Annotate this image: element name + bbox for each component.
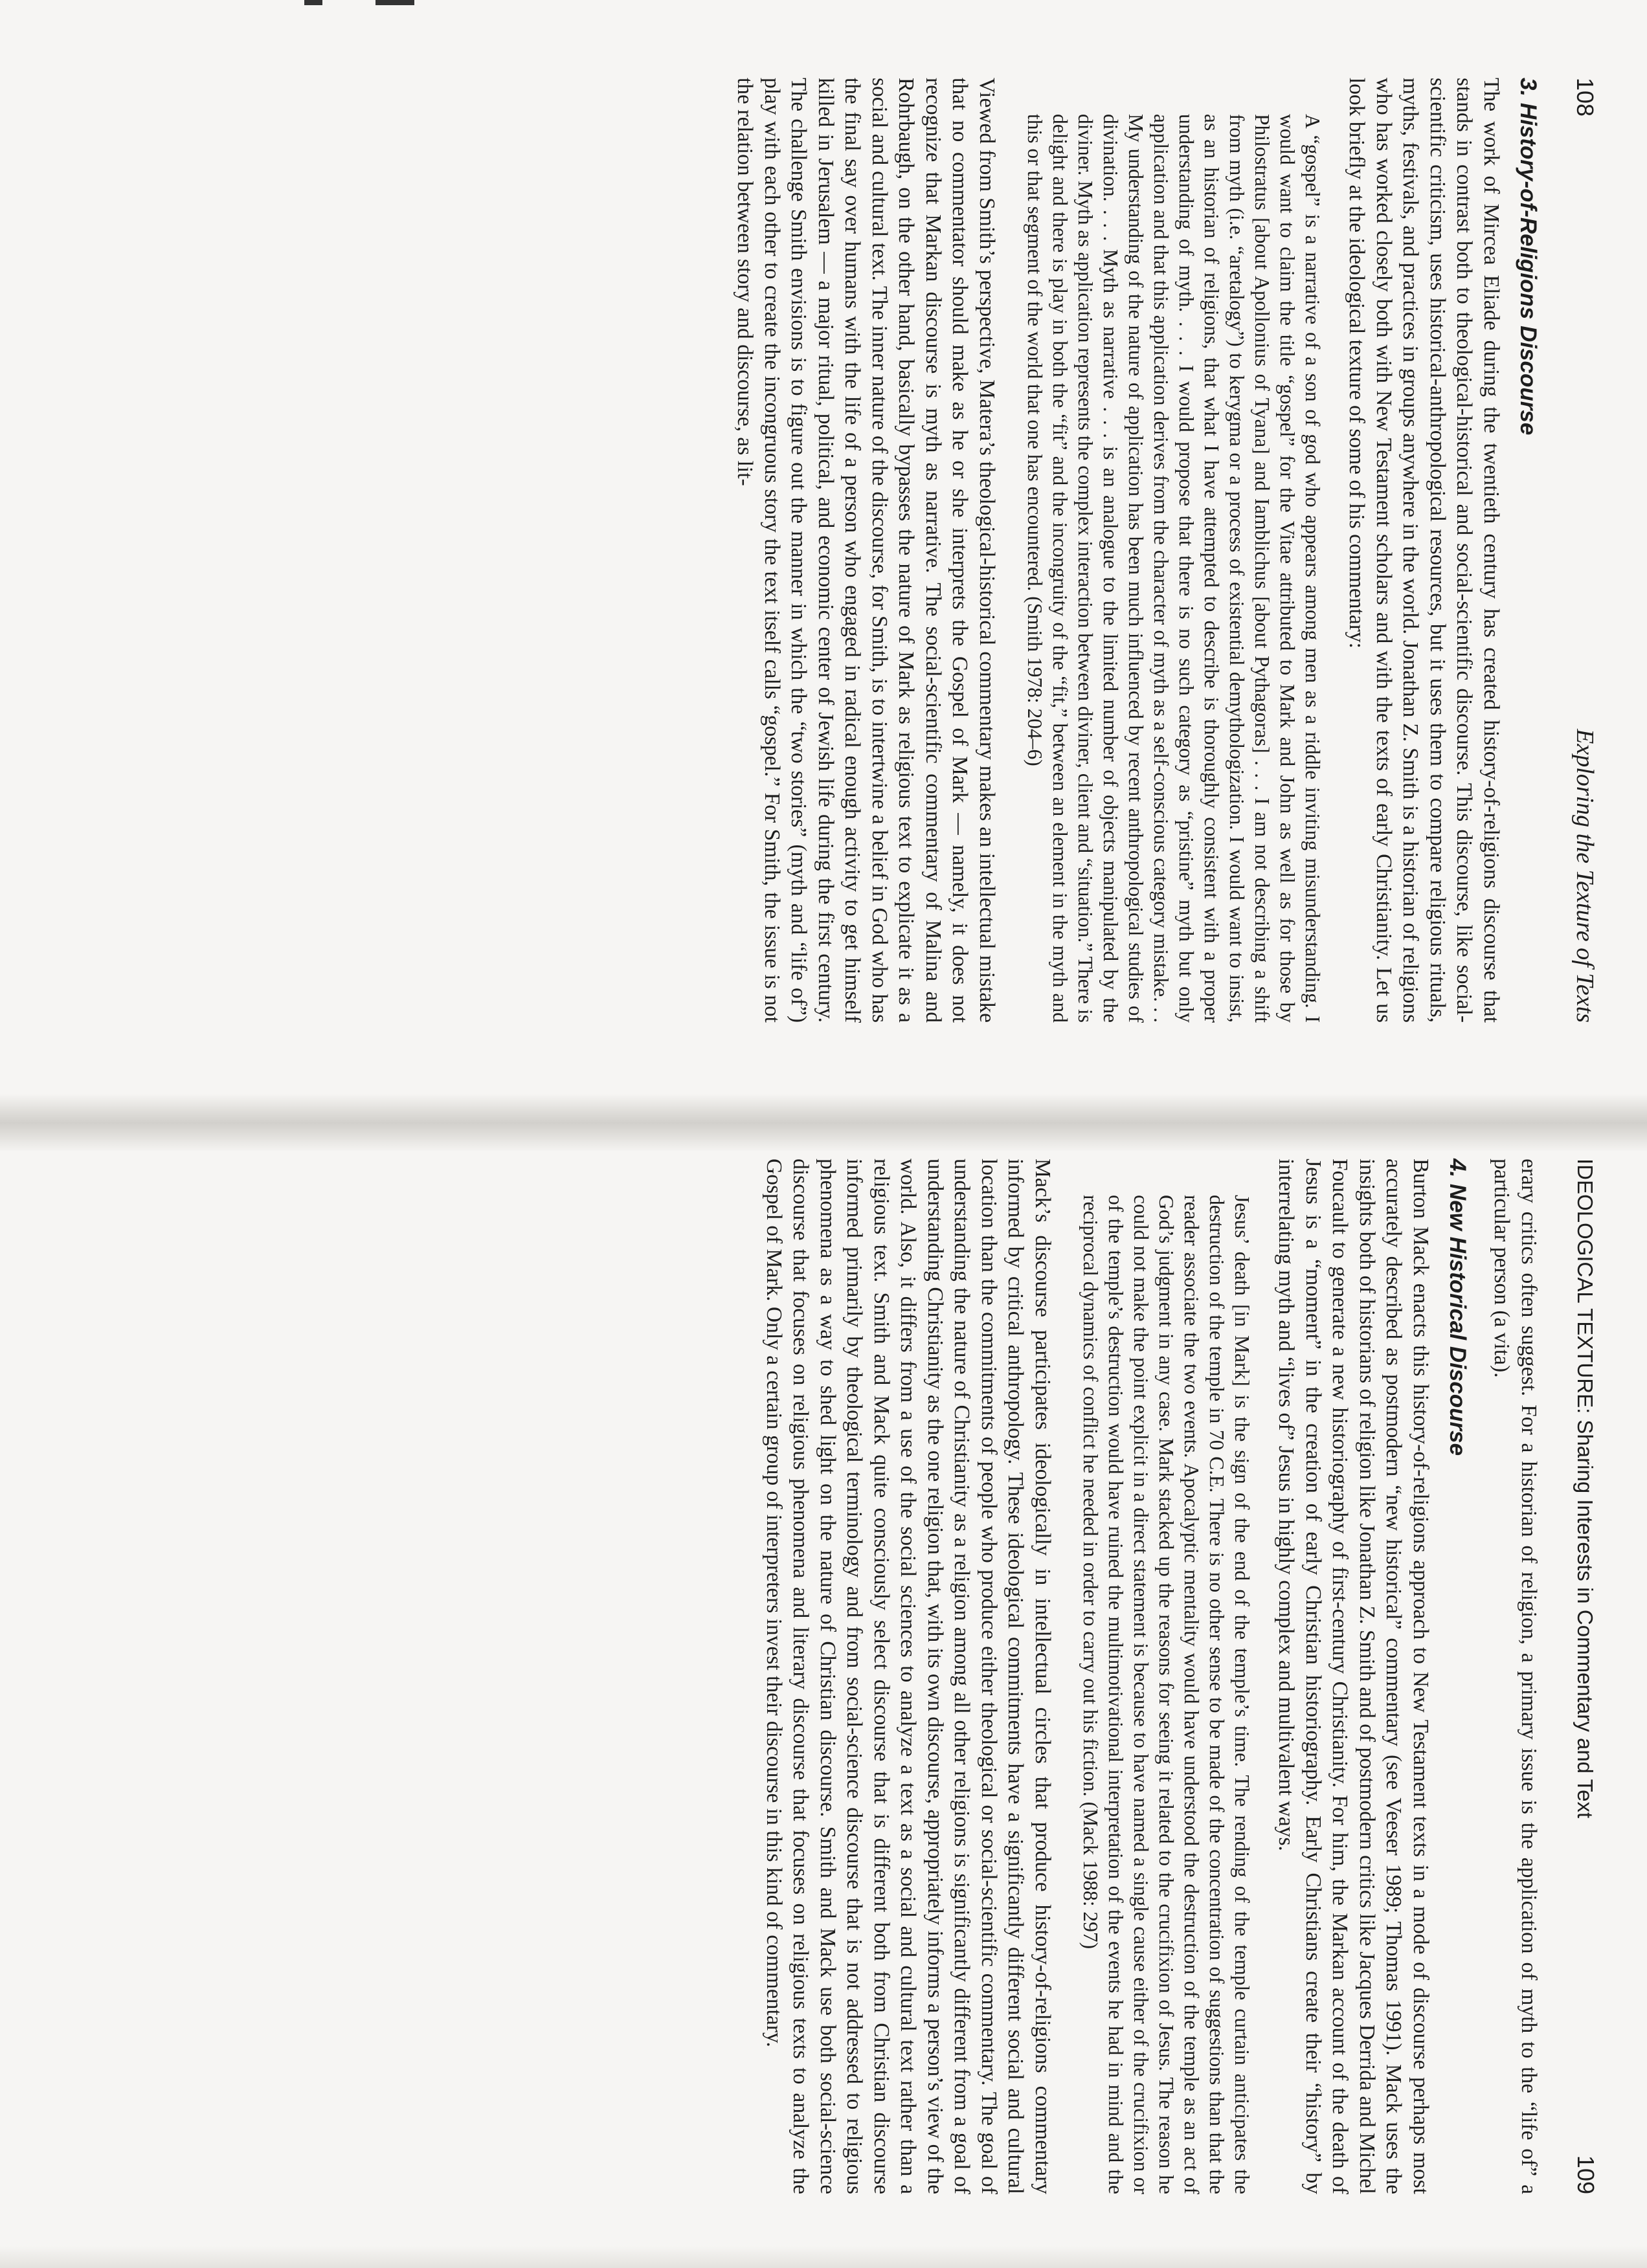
paragraph: erary critics often suggest. For a historian of religion, a primary issue is the application of myth to the “life of” a particular person (a vita). xyxy=(1490,1159,1541,2194)
page-edge xyxy=(0,2246,1647,2268)
paragraph: Viewed from Smith’s perspective, Matera’s theological-historical commentary makes an intellectual mistake that no commentator should make as he or she interprets the Gospel of Mark — namely, it does not recognize that Markan discourse is myth as narrative. The social-scientific commentary of Malina and Rohrbaugh, on the other hand, basically bypasses the nature of Mark as religious text to explicate it as a social and cultural text. The inner nature of the discourse, for Smith, is to intertwine a belief in God who has the final say over humans with the life of a person who engaged in radical enough activity to get himself killed in Jerusalem — a major ritual, political, and economic center of Jewish life during the first century. The challenge Smith envisions is to figure out the manner in which the “two stories” (myth and “life of”) play with each other to create the incongruous story the text itself calls “gospel.” For Smith, the issue is not the relation between story and discourse, as lit- xyxy=(733,78,999,1023)
section-heading: 4. New Historical Discourse xyxy=(1445,1159,1470,1456)
running-title: IDEOLOGICAL TEXTURE: Sharing Interests in Commentary and Text xyxy=(1573,1159,1597,1819)
paragraph: The work of Mircea Eliade during the twentieth century has created history-of-religions discourse that stands in contrast both to theological-historical and social-scientific discourse. This discourse, like social-scientific criticism, uses historical-anthropological resources, but it uses them to compare religious rituals, myths, festivals, and practices in groups anywhere in the world. Jonathan Z. Smith is a historian of religions who has worked closely both with New Testament scholars and with the texts of early Christianity. Let us look briefly at the ideological texture of some of his commentary: xyxy=(1345,78,1503,1023)
paragraph: Burton Mack enacts this history-of-religions approach to New Testament texts in a mode of discourse perhaps most accurately described as postmodern “new historical” commentary (see Veeser 1989; Thomas 1991). Mack uses the insights both of historians of religion like Jonathan Z. Smith and of postmodern critics like Jacques Derrida and Michel Foucault to generate a new historiography of first-century Christianity. For him, the Markan account of the death of Jesus is a “moment” in the creation of early Christian historiography. Early Christians create their “history” by interrelating myth and “lives of” Jesus in highly complex and multivalent ways. xyxy=(1274,1159,1433,2194)
paragraph: Mack’s discourse participates ideologically in intellectual circles that produce history-of-religions commentary informed by critical anthropology. These ideological commitments have a significantly different social and cultural location than the commitments of people who produce either theological or social-scientific commentary. The goal of understanding the nature of Christianity as a religion among all other religions is significantly different from a goal of understanding Christianity as the one religion that, with its own discourse, appropriately informs a person’s view of the world. Also, it differs from a use of the social sciences to analyze a text as a social and cultural text rather than a religious text. Smith and Mack quite consciously select discourse that is different both from Christian discourse informed primarily by theological terminology and from social-science discourse that is not addressed to religious phenomena as a way to shed light on the nature of Christian discourse. Smith and Mack use both social-science discourse that focuses on religious phenomena and literary discourse that focuses on religious texts to analyze the Gospel of Mark. Only a certain group of interpreters invest their discourse in this kind of commentary. xyxy=(762,1159,1055,2194)
running-head xyxy=(1571,78,1599,1023)
section-heading: 3. History-of-Religions Discourse xyxy=(1516,78,1541,436)
top-edge-marks xyxy=(304,0,421,5)
page-number: 109 xyxy=(1573,2155,1599,2194)
page-108 xyxy=(421,78,1599,1023)
page-109 xyxy=(421,1159,1599,2194)
running-title: Exploring the Texture of Texts xyxy=(1571,729,1598,1023)
running-head xyxy=(1572,1159,1599,2194)
block-quote: Jesus’ death [in Mark] is the sign of the end of the temple’s time. The rending of the temple curtain anticipates the destruction of the temple in 70 C.E. There is no other sense to be made of the concentration of suggestions than that the reader associate the two events. Apocalyptic mentality would have understood the destruction of the temple as an act of God’s judgment in any case. Mark stacked up the reasons for seeing it related to the crucifixion of Jesus. The reason he could not make the point explicit in a direct statement is because to have named a single cause either of the crucifixion or of the temple’s destruction would have ruined the multimotivational interpretation of the events he had in mind and the reciprocal dynamics of conflict he needed in order to carry out his fiction. (Mack 1988: 297) xyxy=(1079,1195,1253,2194)
page-number: 108 xyxy=(1572,78,1598,117)
book-gutter xyxy=(0,1094,1647,1152)
block-quote: A “gospel” is a narrative of a son of god who appears among men as a riddle inviting misunderstanding. I would want to claim the title “gospel” for the Vitae attributed to Mark and John as well as for those by Philostratus [about Apollonius of Tyana] and Iamblichus [about Pythagoras] . . . I am not describing a shift from myth (i.e. “aretalogy”) to kerygma or a process of existential demythologization. I would want to insist, as an historian of religions, that what I have attempted to describe is thoroughly consistent with a proper understanding of myth. . . . I would propose that there is no such category as “pristine” myth but only application and that this application derives from the character of myth as a self-conscious category mistake. . . My understanding of the nature of application has been much influenced by recent anthropological studies of divination. . . . Myth as narrative . . . is an analogue to the limited number of objects manipulated by the diviner. Myth as application represents the complex interaction between diviner, client and “situation.” There is delight and there is play in both the “fit” and the incongruity of the “fit,” between an element in the myth and this or that segment of the world that one has encountered. (Smith 1978: 204–6) xyxy=(1024,114,1324,1023)
